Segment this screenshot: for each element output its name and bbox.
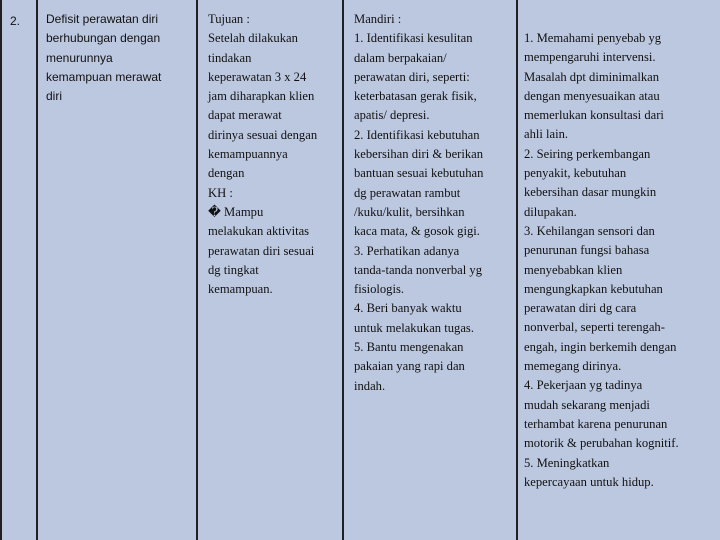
- interventions-text: Mandiri : 1. Identifikasi kesulitan dalam berpakaian/ perawatan diri, seperti: keterbatasan gerak fisik, apatis/ depresi. 2. Identifikasi kebutuhan kebersihan diri & berikan bantuan sesuai kebutuhan dg perawatan rambut /kuku/kulit, bersihkan kaca mata, & gosok gigi. 3. Perhatikan adanya tanda-tanda nonverbal yg fisiologis. 4. Beri banyak waktu untuk melakukan tugas. 5. Bantu mengenakan pakaian yang rapi dan indah.: [354, 12, 484, 393]
- row-number: 2.: [10, 14, 21, 28]
- column-interventions: [342, 0, 516, 540]
- goal-criteria-text: Tujuan : Setelah dilakukan tindakan keperawatan 3 x 24 jam diharapkan klien dapat merawat dirinya sesuai dengan kemampuannya dengan KH : � Mampu melakukan aktivitas perawatan diri sesuai dg tingkat kemampuan.: [208, 12, 318, 297]
- column-number: [0, 0, 36, 540]
- column-diagnosis: [36, 0, 196, 540]
- nursing-diagnosis-text: Defisit perawatan diri berhubungan dengan menurunnya kemampuan merawat diri: [46, 12, 162, 104]
- column-rationale: [516, 0, 720, 540]
- rationale-text: 1. Memahami penyebab yg mempengaruhi intervensi. Masalah dpt diminimalkan dengan menyesuaikan atau memerlukan konsultasi dari ahli lain. 2. Seiring perkembangan penyakit, kebutuhan kebersihan dasar mungkin dilupakan. 3. Kehilangan sensori dan penurunan fungsi bahasa menyebabkan klien mengungkapkan kebutuhan perawatan diri dg cara nonverbal, seperti terengah- engah, ingin berkemih dengan memegang dirinya. 4. Pekerjaan yg tadinya mudah sekarang menjadi terhambat karena penurunan motorik & perubahan kognitif. 5. Meningkatkan kepercayaan untuk hidup.: [524, 31, 679, 489]
- column-goal: [196, 0, 342, 540]
